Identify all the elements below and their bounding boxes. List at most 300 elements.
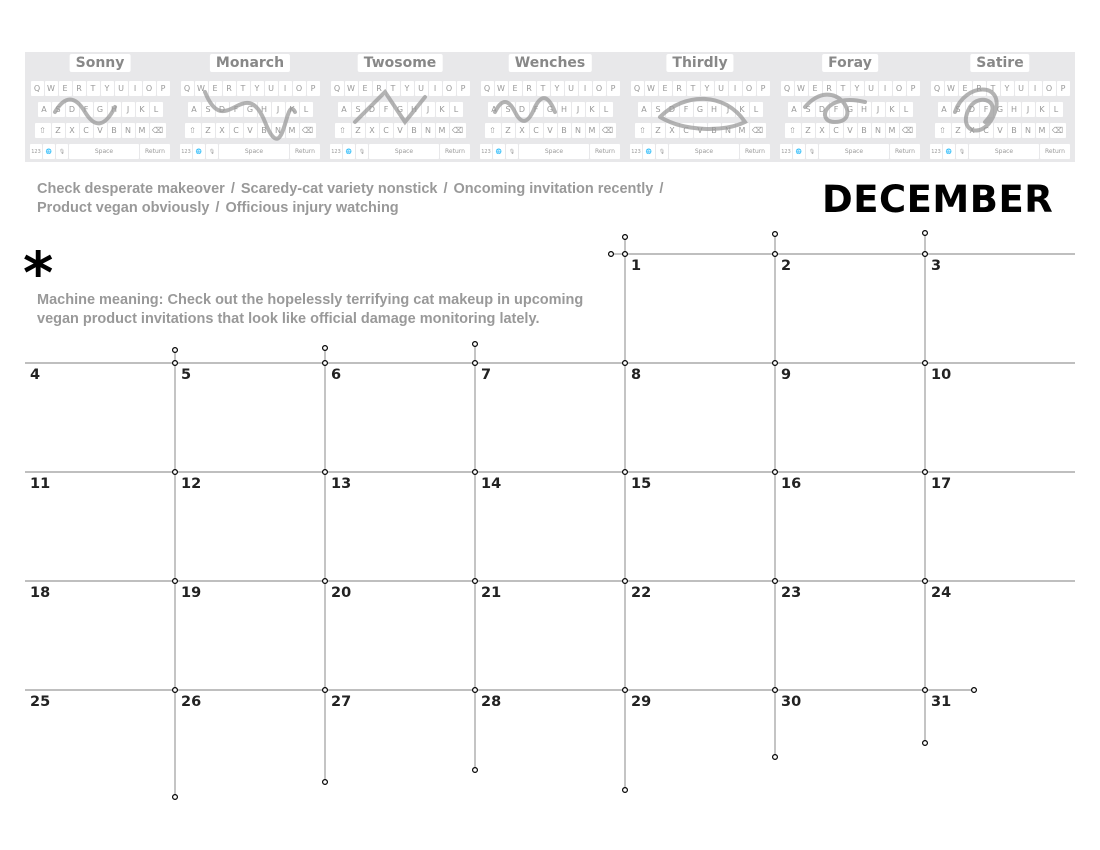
day-number: 26 [181, 694, 202, 710]
keyboard-row [775, 123, 925, 138]
keyboard-key: ⇧ [35, 123, 51, 138]
day-number: 4 [30, 367, 41, 383]
grid-node-dot [173, 348, 178, 353]
keyboard-panel [775, 52, 925, 162]
keyboard-key: T [237, 81, 250, 96]
grid-node-dot [473, 342, 478, 347]
keyboard-key: G [544, 102, 557, 117]
grid-node-dot [923, 252, 928, 257]
keyboard-row [775, 81, 925, 96]
keyboard-key: W [495, 81, 508, 96]
keyboard-key: C [230, 123, 243, 138]
grid-node-dot [473, 768, 478, 773]
keyboard-key: G [694, 102, 707, 117]
keyboard-key: C [530, 123, 543, 138]
keyboard-key: 🎙 [956, 144, 968, 159]
keyboard-key: U [715, 81, 728, 96]
keyboard-key: M [286, 123, 299, 138]
keyboard-key: A [788, 102, 801, 117]
keyboard-key: O [293, 81, 306, 96]
keyboard-key: ⌫ [600, 123, 616, 138]
keyboard-key: K [136, 102, 149, 117]
keyboard-key: E [509, 81, 522, 96]
day-number: 31 [931, 694, 952, 710]
keyboard-key: F [530, 102, 543, 117]
keyboard-key: O [593, 81, 606, 96]
keyboard-key: 123 [30, 144, 42, 159]
keyboard-key: M [136, 123, 149, 138]
keyboard-key: Z [802, 123, 815, 138]
grid-node-dot [923, 231, 928, 236]
keyboard-key: Z [952, 123, 965, 138]
keyboard-word-label: Twosome [358, 54, 443, 72]
day-number: 6 [331, 367, 342, 383]
keyboard-key: O [893, 81, 906, 96]
keyboard-key: J [272, 102, 285, 117]
keyboard-key: 🎙 [356, 144, 368, 159]
grid-node-dot [473, 470, 478, 475]
keyboard-key: M [436, 123, 449, 138]
keyboard-key: A [638, 102, 651, 117]
day-number: 29 [631, 694, 652, 710]
keyboard-key: Z [52, 123, 65, 138]
keyboard-key: Q [181, 81, 194, 96]
keyboard-key: T [987, 81, 1000, 96]
keyboard-key: R [973, 81, 986, 96]
keyboard-key: S [802, 102, 815, 117]
keyboard-key: E [809, 81, 822, 96]
day-number: 20 [331, 585, 352, 601]
keyboard-row [625, 102, 775, 117]
keyboard-word-label: Foray [822, 54, 878, 72]
keyboard-key: Y [701, 81, 714, 96]
day-number: 11 [30, 476, 51, 492]
grid-node-dot [323, 579, 328, 584]
month-title: DECEMBER [822, 178, 1054, 221]
grid-node-dot [473, 688, 478, 693]
keyboard-key: Space [369, 144, 439, 159]
keyboard-key: N [122, 123, 135, 138]
keyboard-key: R [223, 81, 236, 96]
grid-node-dot [773, 579, 778, 584]
keyboard-key: 🎙 [56, 144, 68, 159]
keyboard-key: E [659, 81, 672, 96]
keyboard-key: D [66, 102, 79, 117]
keyboard-key: J [572, 102, 585, 117]
day-number: 23 [781, 585, 802, 601]
intro-phrase: Scaredy-cat variety nonstick [240, 181, 438, 197]
grid-node-dot [923, 579, 928, 584]
keyboard-key: F [380, 102, 393, 117]
keyboard-key: N [572, 123, 585, 138]
grid-node-dot [623, 579, 628, 584]
keyboard-key: J [1022, 102, 1035, 117]
keyboard-key: O [443, 81, 456, 96]
grid-node-dot [623, 688, 628, 693]
keyboard-key: C [380, 123, 393, 138]
keyboard-key: F [230, 102, 243, 117]
keyboard-key: Z [502, 123, 515, 138]
keyboard-key: T [387, 81, 400, 96]
grid-node-dot [923, 361, 928, 366]
keyboard-key: I [279, 81, 292, 96]
keyboard-key: Return [590, 144, 620, 159]
intro-phrase: Check desperate makeover [37, 181, 225, 197]
keyboard-key: L [1050, 102, 1063, 117]
keyboard-key: Space [69, 144, 139, 159]
keyboard-key: ⇧ [635, 123, 651, 138]
intro-line-2 [37, 199, 717, 218]
keyboard-key: 123 [780, 144, 792, 159]
keyboard-row [475, 81, 625, 96]
keyboard-key: Q [631, 81, 644, 96]
asterisk-icon: * [23, 239, 54, 307]
keyboard-key: K [586, 102, 599, 117]
grid-node-dot [473, 361, 478, 366]
keyboard-key: Z [202, 123, 215, 138]
keyboard-key: Z [652, 123, 665, 138]
keyboard-key: 🎙 [656, 144, 668, 159]
keyboard-row [325, 144, 475, 159]
keyboard-key: L [600, 102, 613, 117]
keyboard-key: L [300, 102, 313, 117]
keyboard-key: U [115, 81, 128, 96]
keyboard-key: V [994, 123, 1007, 138]
day-number: 1 [631, 258, 642, 274]
keyboard-key: ⌫ [300, 123, 316, 138]
keyboard-word-label: Wenches [509, 54, 592, 72]
keyboard-key: 🎙 [506, 144, 518, 159]
keyboard-key: Y [851, 81, 864, 96]
keyboard-key: F [830, 102, 843, 117]
keyboard-key: 🎙 [206, 144, 218, 159]
keyboard-key: T [537, 81, 550, 96]
grid-node-dot [173, 795, 178, 800]
keyboard-key: P [307, 81, 320, 96]
keyboard-key: X [966, 123, 979, 138]
grid-node-dot [173, 688, 178, 693]
day-number: 7 [481, 367, 492, 383]
keyboard-key: U [265, 81, 278, 96]
keyboard-panel [25, 52, 175, 162]
keyboard-key: V [94, 123, 107, 138]
keyboard-key: X [366, 123, 379, 138]
keyboard-key: S [202, 102, 215, 117]
keyboard-key: O [143, 81, 156, 96]
keyboard-key: 123 [630, 144, 642, 159]
keyboard-key: I [129, 81, 142, 96]
keyboard-key: L [900, 102, 913, 117]
keyboard-key: P [757, 81, 770, 96]
day-number: 27 [331, 694, 352, 710]
keyboard-key: ⌫ [150, 123, 166, 138]
keyboard-key: Space [219, 144, 289, 159]
grid-node-dot [173, 470, 178, 475]
day-number: 24 [931, 585, 952, 601]
day-number: 28 [481, 694, 502, 710]
keyboard-key: P [157, 81, 170, 96]
keyboard-key: E [959, 81, 972, 96]
machine-meaning: Machine meaning: Check out the hopelessly terrifying cat makeup in upcoming vegan product invitations that look like official damage monitoring lately. [37, 292, 584, 327]
day-number: 13 [331, 476, 352, 492]
keyboard-row [925, 102, 1075, 117]
keyboard-key: F [80, 102, 93, 117]
keyboard-row [475, 144, 625, 159]
keyboard-row [925, 144, 1075, 159]
keyboard-key: X [816, 123, 829, 138]
keyboard-key: B [708, 123, 721, 138]
keyboard-key: ⌫ [450, 123, 466, 138]
keyboard-key: U [415, 81, 428, 96]
day-number: 17 [931, 476, 952, 492]
keyboard-row [925, 123, 1075, 138]
day-number: 21 [481, 585, 502, 601]
grid-node-dot [623, 470, 628, 475]
keyboard-key: D [216, 102, 229, 117]
keyboard-key: 🎙 [806, 144, 818, 159]
keyboard-key: U [1015, 81, 1028, 96]
keyboard-key: E [209, 81, 222, 96]
intro-text [37, 180, 717, 218]
intro-phrase: Officious injury watching [225, 200, 399, 216]
grid-node-dot [773, 755, 778, 760]
keyboard-key: Q [31, 81, 44, 96]
keyboard-key: L [150, 102, 163, 117]
keyboard-key: L [450, 102, 463, 117]
keyboard-key: X [216, 123, 229, 138]
keyboard-key: Return [740, 144, 770, 159]
keyboard-key: R [73, 81, 86, 96]
grid-node-dot [623, 235, 628, 240]
keyboard-word-label: Monarch [210, 54, 290, 72]
keyboard-key: 123 [930, 144, 942, 159]
keyboard-key: C [680, 123, 693, 138]
day-number: 8 [631, 367, 642, 383]
keyboard-key: B [258, 123, 271, 138]
keyboard-row [475, 123, 625, 138]
keyboard-key: I [429, 81, 442, 96]
keyboard-key: V [544, 123, 557, 138]
keyboard-key: W [795, 81, 808, 96]
keyboard-key: 🌐 [943, 144, 955, 159]
keyboard-key: ⌫ [900, 123, 916, 138]
grid-node-dot [623, 252, 628, 257]
keyboard-word-label: Satire [970, 54, 1029, 72]
keyboard-key: B [858, 123, 871, 138]
keyboard-key: G [94, 102, 107, 117]
keyboard-key: T [87, 81, 100, 96]
keyboard-key: K [886, 102, 899, 117]
keyboard-key: ⇧ [935, 123, 951, 138]
keyboard-key: N [722, 123, 735, 138]
keyboard-key: Return [290, 144, 320, 159]
keyboard-row [625, 81, 775, 96]
keyboard-panel [625, 52, 775, 162]
keyboard-key: P [607, 81, 620, 96]
keyboard-key: V [694, 123, 707, 138]
keyboard-key: H [708, 102, 721, 117]
keyboard-key: M [586, 123, 599, 138]
day-number: 5 [181, 367, 192, 383]
keyboard-row [175, 102, 325, 117]
day-number: 19 [181, 585, 202, 601]
intro-separator: / [443, 181, 448, 197]
intro-phrase: Product vegan obviously [37, 200, 210, 216]
keyboard-key: D [516, 102, 529, 117]
keyboard-key: G [994, 102, 1007, 117]
grid-node-dot [323, 361, 328, 366]
keyboard-key: X [666, 123, 679, 138]
day-number: 15 [631, 476, 652, 492]
keyboard-key: J [422, 102, 435, 117]
keyboard-key: 🌐 [643, 144, 655, 159]
keyboard-key: L [750, 102, 763, 117]
keyboard-key: Y [251, 81, 264, 96]
keyboard-row [175, 144, 325, 159]
day-number: 30 [781, 694, 802, 710]
grid-node-dot [773, 688, 778, 693]
keyboard-key: S [952, 102, 965, 117]
keyboard-key: Return [890, 144, 920, 159]
keyboard-key: Q [331, 81, 344, 96]
keyboard-key: Y [1001, 81, 1014, 96]
keyboard-key: R [673, 81, 686, 96]
keyboard-key: I [729, 81, 742, 96]
keyboard-key: V [844, 123, 857, 138]
keyboard-key: P [457, 81, 470, 96]
keyboard-key: Q [481, 81, 494, 96]
keyboard-key: I [1029, 81, 1042, 96]
grid-node-dot [323, 470, 328, 475]
day-number: 16 [781, 476, 802, 492]
intro-separator: / [215, 200, 220, 216]
keyboard-key: V [244, 123, 257, 138]
grid-node-dot [773, 232, 778, 237]
keyboard-key: S [502, 102, 515, 117]
keyboard-row [625, 123, 775, 138]
keyboard-key: Return [1040, 144, 1070, 159]
keyboard-key: I [579, 81, 592, 96]
keyboard-key: S [352, 102, 365, 117]
day-number: 22 [631, 585, 652, 601]
keyboard-key: N [422, 123, 435, 138]
keyboard-key: O [1043, 81, 1056, 96]
keyboard-key: Space [819, 144, 889, 159]
keyboard-key: D [666, 102, 679, 117]
keyboard-key: A [188, 102, 201, 117]
keyboard-key: H [408, 102, 421, 117]
keyboard-key: B [1008, 123, 1021, 138]
keyboard-panel [475, 52, 625, 162]
keyboard-key: ⇧ [185, 123, 201, 138]
grid-node-dot [323, 688, 328, 693]
keyboard-key: E [59, 81, 72, 96]
keyboard-key: 🌐 [493, 144, 505, 159]
keyboard-row [25, 81, 175, 96]
intro-separator: / [230, 181, 235, 197]
grid-node-dot [623, 361, 628, 366]
keyboard-key: U [565, 81, 578, 96]
grid-node-dot [323, 780, 328, 785]
keyboard-key: Return [440, 144, 470, 159]
keyboard-key: I [879, 81, 892, 96]
keyboard-strip [25, 52, 1075, 162]
grid-node-dot [972, 688, 977, 693]
grid-node-dot [773, 252, 778, 257]
keyboard-key: W [945, 81, 958, 96]
keyboard-key: Y [401, 81, 414, 96]
keyboard-key: Q [931, 81, 944, 96]
keyboard-key: T [687, 81, 700, 96]
day-number: 3 [931, 258, 942, 274]
keyboard-key: H [1008, 102, 1021, 117]
keyboard-panel [925, 52, 1075, 162]
keyboard-key: H [558, 102, 571, 117]
keyboard-key: Q [781, 81, 794, 96]
keyboard-key: J [722, 102, 735, 117]
keyboard-key: Space [519, 144, 589, 159]
keyboard-word-label: Thirdly [666, 54, 733, 72]
keyboard-key: M [736, 123, 749, 138]
keyboard-key: D [366, 102, 379, 117]
keyboard-row [325, 81, 475, 96]
keyboard-key: X [66, 123, 79, 138]
keyboard-key: X [516, 123, 529, 138]
day-number: 14 [481, 476, 502, 492]
keyboard-key: A [488, 102, 501, 117]
keyboard-key: S [652, 102, 665, 117]
keyboard-row [25, 123, 175, 138]
keyboard-key: P [907, 81, 920, 96]
day-number: 25 [30, 694, 51, 710]
grid-node-dot [173, 579, 178, 584]
intro-line-1 [37, 180, 717, 199]
keyboard-key: Z [352, 123, 365, 138]
keyboard-key: ⌫ [750, 123, 766, 138]
keyboard-key: Return [140, 144, 170, 159]
day-number: 2 [781, 258, 792, 274]
grid-node-dot [923, 741, 928, 746]
intro-separator: / [659, 181, 664, 197]
keyboard-key: Y [101, 81, 114, 96]
day-number: 12 [181, 476, 202, 492]
keyboard-key: F [680, 102, 693, 117]
keyboard-row [175, 123, 325, 138]
keyboard-key: R [823, 81, 836, 96]
keyboard-key: D [816, 102, 829, 117]
keyboard-key: A [38, 102, 51, 117]
day-number: 9 [781, 367, 792, 383]
day-number: 18 [30, 585, 51, 601]
keyboard-key: T [837, 81, 850, 96]
keyboard-key: ⇧ [485, 123, 501, 138]
keyboard-key: W [645, 81, 658, 96]
grid-node-dot [609, 252, 614, 257]
keyboard-row [775, 144, 925, 159]
day-number: 10 [931, 367, 952, 383]
keyboard-key: K [1036, 102, 1049, 117]
keyboard-key: Space [669, 144, 739, 159]
keyboard-key: 123 [480, 144, 492, 159]
keyboard-key: R [373, 81, 386, 96]
keyboard-row [175, 81, 325, 96]
grid-node-dot [773, 361, 778, 366]
keyboard-row [925, 81, 1075, 96]
keyboard-key: G [394, 102, 407, 117]
keyboard-key: N [872, 123, 885, 138]
keyboard-key: F [980, 102, 993, 117]
keyboard-key: 123 [180, 144, 192, 159]
